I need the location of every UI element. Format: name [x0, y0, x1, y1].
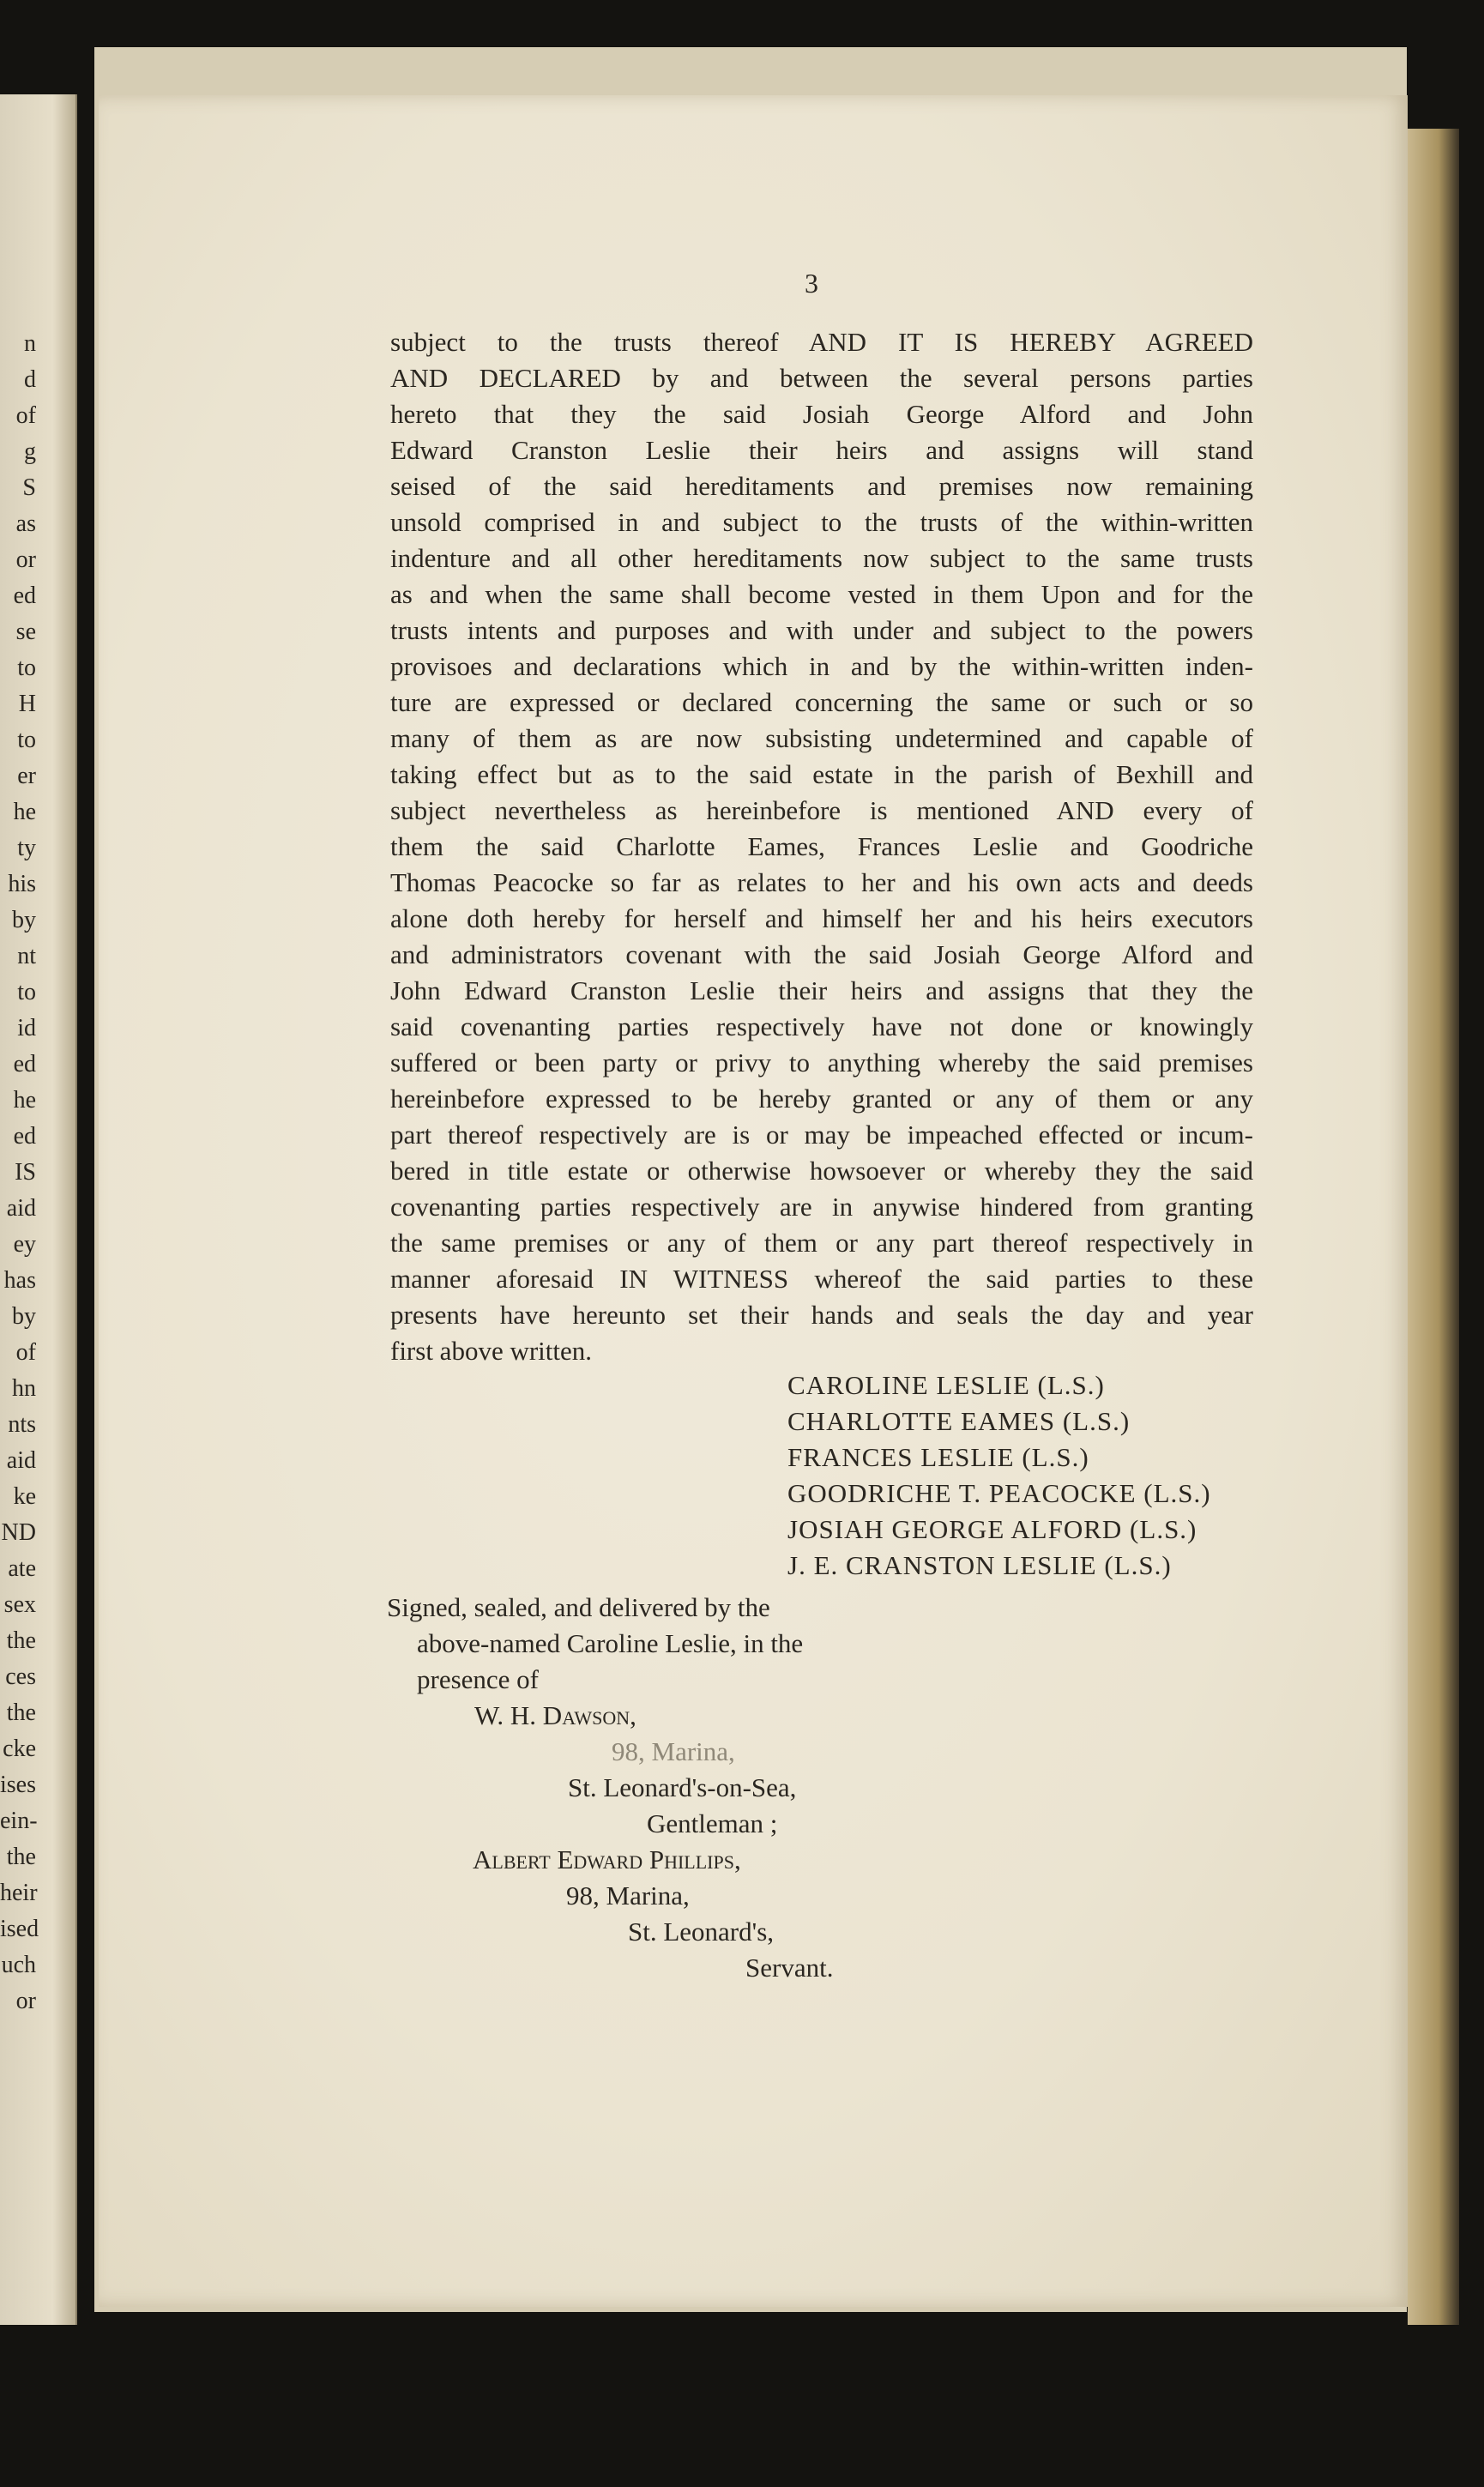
facing-page-fragment: he [13, 799, 36, 825]
signatory-name: CAROLINE LESLIE (L.S.) [787, 1370, 1105, 1400]
text-line: seised of the said hereditaments and premises now remaining [390, 471, 1253, 501]
facing-page-fragment: ey [13, 1231, 36, 1258]
text-line: and administrators covenant with the said Josiah George Alford and [390, 939, 1253, 969]
facing-page-fragment: has [3, 1267, 36, 1294]
witness-name: W. H. Dawson, [474, 1700, 636, 1730]
facing-page-fragment: to [17, 727, 36, 753]
signatory-name: GOODRICHE T. PEACOCKE (L.S.) [787, 1478, 1211, 1508]
facing-page-fragment: ed [13, 1051, 36, 1077]
facing-page-fragment: to [17, 979, 36, 1005]
attestation-line: above-named Caroline Leslie, in the [417, 1628, 804, 1658]
facing-page-fragment: by [12, 907, 36, 933]
witness-address: 98, Marina, [566, 1880, 690, 1911]
text-line: subject nevertheless as hereinbefore is mentioned AND every of [390, 795, 1253, 825]
facing-page-fragment: ty [17, 835, 36, 861]
facing-page-fragment: heir [0, 1880, 38, 1906]
facing-page-fragment: hn [12, 1375, 36, 1402]
facing-page-fragment: ate [8, 1555, 36, 1582]
attestation-line: presence of [417, 1664, 539, 1694]
text-line: said covenanting parties respectively have not done or knowingly [390, 1011, 1253, 1041]
facing-page-fragment: as [15, 510, 36, 537]
facing-page-fragment: the [6, 1844, 36, 1870]
facing-page-fragment: or [15, 546, 36, 573]
facing-page-fragment: se [15, 619, 36, 645]
text-line: alone doth hereby for herself and himself her and his heirs executors [390, 903, 1253, 933]
page-edge [1408, 129, 1459, 2325]
facing-page-fragment: or [15, 1988, 36, 2014]
facing-page-fragment: ed [13, 583, 36, 609]
text-line: indenture and all other hereditaments now subject to the same trusts [390, 543, 1253, 573]
facing-page-fragment: ein- [0, 1808, 38, 1834]
facing-page-fragment: IS [15, 1159, 36, 1186]
witness-address: St. Leonard's-on-Sea, [568, 1772, 797, 1802]
attestation-line: Signed, sealed, and delivered by the [387, 1592, 770, 1622]
facing-page-fragment: ND [1, 1519, 36, 1546]
text-line: presents have hereunto set their hands and seals the day and year [390, 1300, 1253, 1330]
text-line: manner aforesaid IN WITNESS whereof the said parties to these [390, 1264, 1253, 1294]
text-line: unsold comprised in and subject to the trusts of the within-written [390, 507, 1253, 537]
text-line: them the said Charlotte Eames, Frances Leslie and Goodriche [390, 831, 1253, 861]
facing-page-fragment: sex [3, 1591, 36, 1618]
witness-name: Albert Edward Phillips, [473, 1844, 741, 1874]
facing-page-fragment: ised [0, 1916, 39, 1942]
facing-page-fragment: aid [6, 1447, 36, 1474]
text-line: the same premises or any of them or any part thereof respectively in [390, 1228, 1253, 1258]
text-line: covenanting parties respectively are in anywise hindered from granting [390, 1192, 1253, 1222]
facing-page-fragment: nts [8, 1411, 36, 1438]
text-line: trusts intents and purposes and with under and subject to the powers [390, 615, 1253, 645]
text-line: part thereof respectively are is or may be impeached effected or incum- [390, 1120, 1253, 1150]
facing-page-fragment: id [17, 1015, 36, 1041]
signatory-name: FRANCES LESLIE (L.S.) [787, 1442, 1089, 1472]
facing-page-fragment: ke [13, 1483, 36, 1510]
facing-page-fragment: S [22, 474, 36, 501]
facing-page-fragment: of [15, 1339, 36, 1366]
text-line: Edward Cranston Leslie their heirs and assigns will stand [390, 435, 1253, 465]
deed-body-text [390, 324, 1253, 1369]
text-line: taking effect but as to the said estate in the parish of Bexhill and [390, 759, 1253, 789]
text-line: John Edward Cranston Leslie their heirs and assigns that they the [390, 975, 1253, 1005]
facing-page-fragment: by [12, 1303, 36, 1330]
text-line: provisoes and declarations which in and by the within-written inden- [390, 651, 1253, 681]
text-line: as and when the same shall become vested in them Upon and for the [390, 579, 1253, 609]
facing-page-fragment: to [17, 655, 36, 681]
text-line: hereinbefore expressed to be hereby granted or any of them or any [390, 1084, 1253, 1114]
facing-page-fragment: n [24, 330, 36, 357]
facing-page-fragment: the [6, 1627, 36, 1654]
facing-page-fragment: d [24, 366, 36, 393]
witness-occupation: Servant. [745, 1953, 834, 1983]
facing-page-fragment: er [17, 763, 36, 789]
text-line: bered in title estate or otherwise howsoever or whereby they the said [390, 1156, 1253, 1186]
facing-page-fragment: aid [6, 1195, 36, 1222]
facing-page-text-fragments [0, 326, 75, 2042]
facing-page-fragment: H [18, 691, 36, 717]
witness-address: St. Leonard's, [628, 1917, 775, 1947]
signatory-name: JOSIAH GEORGE ALFORD (L.S.) [787, 1514, 1197, 1544]
signatory-name: CHARLOTTE EAMES (L.S.) [787, 1406, 1131, 1436]
facing-page-fragment: nt [17, 943, 36, 969]
facing-page-fragment: the [6, 1699, 36, 1726]
facing-page-fragment: ed [13, 1123, 36, 1150]
text-line: ture are expressed or declared concerning the same or such or so [390, 687, 1253, 717]
text-line: Thomas Peacocke so far as relates to her and his own acts and deeds [390, 867, 1253, 897]
facing-page-fragment: he [13, 1087, 36, 1114]
text-line: suffered or been party or privy to anything whereby the said premises [390, 1047, 1253, 1077]
text-line: hereto that they the said Josiah George Alford and John [390, 399, 1253, 429]
witness-address: 98, Marina, [612, 1736, 735, 1766]
signatory-name: J. E. CRANSTON LESLIE (L.S.) [787, 1550, 1172, 1580]
facing-page-fragment: uch [1, 1952, 36, 1978]
page-number: 3 [805, 268, 818, 299]
text-line: many of them as are now subsisting undetermined and capable of [390, 723, 1253, 753]
signature-block [787, 1367, 1211, 1584]
witness-occupation: Gentleman ; [647, 1808, 778, 1838]
text-line: AND DECLARED by and between the several persons parties [390, 363, 1253, 393]
facing-page-fragment: cke [3, 1735, 36, 1762]
facing-page-fragment: ises [0, 1772, 36, 1798]
text-line: subject to the trusts thereof AND IT IS HEREBY AGREED [390, 327, 1253, 357]
text-line: first above written. [390, 1336, 593, 1366]
facing-page-fragment: ces [5, 1663, 36, 1690]
facing-page-fragment: his [8, 871, 36, 897]
facing-page-fragment: g [24, 438, 36, 465]
facing-page-fragment: of [15, 402, 36, 429]
